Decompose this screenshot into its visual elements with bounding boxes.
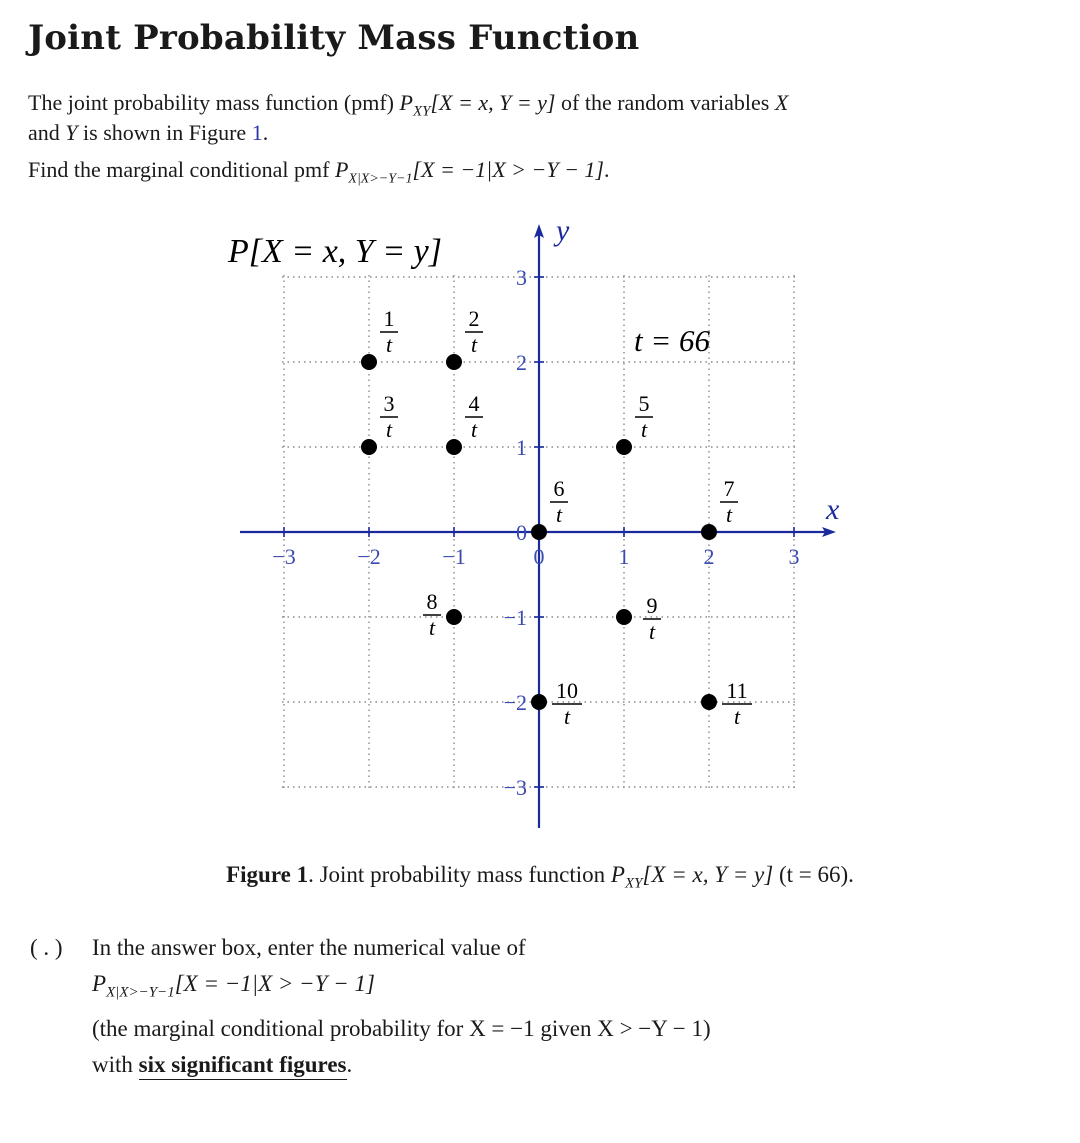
point-label-numerator: 1 — [383, 306, 395, 331]
figure-ref-link[interactable]: 1 — [251, 120, 263, 145]
data-point — [531, 694, 547, 710]
x-tick-label: 0 — [533, 544, 545, 569]
data-point — [616, 439, 632, 455]
point-label-denominator: t — [555, 502, 563, 527]
cond-pmf-expression: [X = −1|X > −Y − 1] — [412, 157, 604, 182]
x-tick-label: −2 — [357, 544, 381, 569]
question-text: . — [346, 1051, 353, 1077]
intro-text: is shown in Figure — [77, 120, 252, 145]
point-label-denominator: t — [563, 704, 571, 729]
chart-annotation: t = 66 — [634, 323, 711, 358]
question-expression: [X = −1|X > −Y − 1] — [174, 971, 375, 996]
point-label-denominator: t — [640, 417, 648, 442]
question-pmf-subscript: X|X>−Y−1 — [106, 984, 175, 1001]
intro-line-3 — [28, 155, 610, 194]
y-tick-label: −2 — [503, 690, 527, 715]
point-label-numerator: 10 — [556, 678, 578, 703]
intro-text: of the random variables — [555, 90, 775, 115]
axes — [240, 214, 840, 828]
intro-text: . — [604, 157, 610, 182]
pmf-subscript: XY — [412, 103, 431, 120]
point-label-numerator: 7 — [723, 476, 735, 501]
caption-label: Figure 1 — [226, 862, 309, 887]
cond-pmf-subscript: X|X>−Y−1 — [348, 171, 413, 187]
point-label-numerator: 4 — [468, 391, 480, 416]
intro-text: The joint probability mass function (pmf) — [28, 90, 400, 115]
x-tick-label: 2 — [703, 544, 715, 569]
point-label — [380, 306, 398, 357]
y-tick-label: 0 — [516, 520, 527, 545]
y-axis-label: y — [556, 214, 570, 247]
point-label-numerator: 6 — [553, 476, 565, 501]
figure-caption — [0, 862, 1080, 893]
point-label — [635, 391, 653, 442]
point-label-denominator: t — [470, 332, 478, 357]
question-line-3: (the marginal conditional probability for X = −1 given X > −Y − 1) — [92, 1015, 711, 1041]
y-tick-label: 2 — [516, 350, 527, 375]
data-point — [361, 354, 377, 370]
joint-pmf-chart — [0, 210, 1080, 850]
question-body — [92, 930, 711, 1083]
data-point — [531, 524, 547, 540]
point-label-numerator: 8 — [426, 589, 438, 614]
data-point — [701, 524, 717, 540]
data-point — [446, 354, 462, 370]
var-x: X — [774, 90, 789, 115]
point-label-numerator: 2 — [468, 306, 480, 331]
x-tick-label: −3 — [272, 544, 296, 569]
point-label — [380, 391, 398, 442]
pmf-symbol: P — [399, 90, 413, 115]
page-title: Joint Probability Mass Function — [28, 18, 640, 58]
point-label-denominator: t — [428, 615, 436, 640]
intro-text: Find the marginal conditional pmf — [28, 157, 335, 182]
x-tick-label: −1 — [442, 544, 466, 569]
point-label-denominator: t — [385, 417, 393, 442]
point-label — [552, 678, 582, 729]
y-tick-label: 3 — [516, 265, 527, 290]
data-point — [361, 439, 377, 455]
point-label — [722, 678, 752, 729]
caption-pmf-subscript: XY — [624, 875, 643, 892]
y-tick-label: −1 — [503, 605, 527, 630]
point-label-denominator: t — [725, 502, 733, 527]
point-label-numerator: 3 — [383, 391, 395, 416]
question-marker: ( . ) — [30, 935, 63, 960]
data-point — [446, 609, 462, 625]
point-label — [720, 476, 738, 527]
var-y: Y — [65, 120, 78, 145]
x-tick-label: 3 — [788, 544, 800, 569]
point-label-denominator: t — [470, 417, 478, 442]
x-axis-label: x — [826, 493, 840, 526]
cond-pmf-symbol: P — [334, 157, 349, 182]
y-tick-label: −3 — [503, 775, 527, 800]
point-label-denominator: t — [648, 619, 656, 644]
x-tick-label: 1 — [618, 544, 630, 569]
point-label — [550, 476, 568, 527]
question-line-1: In the answer box, enter the numerical value of — [92, 935, 526, 960]
point-label — [643, 593, 661, 644]
question-pmf-symbol: P — [92, 971, 107, 996]
point-label-denominator: t — [385, 332, 393, 357]
point-label — [465, 391, 483, 442]
emphasis-six-sig-figs: six significant figures — [139, 1052, 347, 1080]
point-label-numerator: 11 — [726, 678, 748, 703]
caption-pmf-symbol: P — [610, 862, 625, 887]
caption-expression: [X = x, Y = y] — [642, 862, 774, 887]
question-text: with — [92, 1051, 139, 1077]
intro-text: and — [28, 120, 66, 145]
caption-text: . Joint probability mass function — [308, 862, 611, 887]
intro-line-2 — [28, 118, 268, 148]
data-point — [616, 609, 632, 625]
y-tick-label: 1 — [516, 435, 527, 460]
data-point — [446, 439, 462, 455]
pmf-expression: [X = x, Y = y] — [430, 90, 556, 115]
question-line-2 — [92, 966, 711, 1011]
point-label-denominator: t — [733, 704, 741, 729]
intro-text: . — [262, 120, 269, 145]
point-label — [465, 306, 483, 357]
point-label-numerator: 5 — [638, 391, 650, 416]
data-points — [361, 306, 752, 729]
question-line-4 — [92, 1047, 711, 1083]
caption-text: (t = 66). — [773, 862, 854, 887]
chart-title: P[X = x, Y = y] — [228, 233, 442, 270]
point-label — [423, 589, 441, 640]
data-point — [701, 694, 717, 710]
point-label-numerator: 9 — [646, 593, 658, 618]
